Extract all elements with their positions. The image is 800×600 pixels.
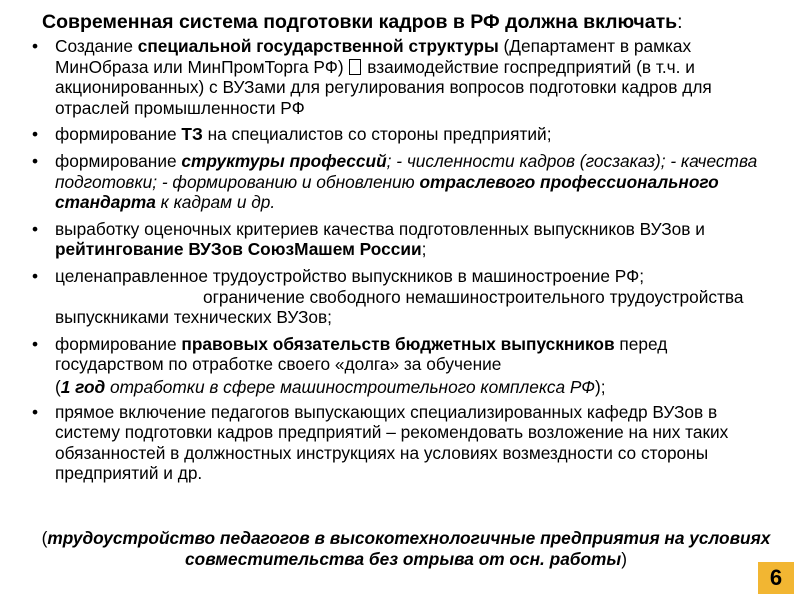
list-item bbox=[28, 151, 773, 213]
item-text: (Департамент в рамках МинОбраза или МинПромТорга РФ) bbox=[55, 36, 692, 77]
bullet-marker: • bbox=[31, 218, 39, 239]
bullet-marker: • bbox=[31, 150, 39, 171]
item-text-bold-italic: отраслевого профессионального стандарта bbox=[55, 171, 719, 213]
item-text: целенаправленное трудоустройство выпускников в машиностроение РФ; bbox=[55, 265, 645, 286]
list-item bbox=[28, 266, 773, 328]
item-text: прямое включение педагогов выпускающих специализированных кафедр ВУЗов в систему подготовки кадров предприятий – рекомендовать возложение на них таких обязанностей в должностных инструкциях на условиях возмездности со стороны предприятий и др. bbox=[55, 401, 729, 484]
item-text-bold: рейтингование ВУЗов СоюзМашем России bbox=[55, 239, 422, 260]
item-text-italic: ; - bbox=[386, 150, 407, 171]
page-number-badge: 6 bbox=[758, 562, 794, 594]
list-item bbox=[28, 124, 773, 145]
list-item bbox=[28, 219, 773, 260]
list-item bbox=[28, 402, 773, 484]
bullet-marker: • bbox=[31, 401, 39, 422]
item-text-italic: отработки в сфере машиностроительного комплекса РФ bbox=[105, 376, 595, 397]
item-text: выработку оценочных критериев качества подготовленных выпускников ВУЗов и bbox=[55, 218, 705, 239]
item-text: на специалистов со стороны предприятий; bbox=[202, 124, 552, 145]
item-text-bold-italic: 1 год bbox=[60, 376, 106, 397]
item-text: ); bbox=[595, 376, 606, 397]
item-text-bold: специальной государственной структуры bbox=[137, 36, 499, 56]
list-item-continuation bbox=[28, 377, 773, 398]
item-text: взаимодействие госпредприятий (в т.ч. и акционированных) с ВУЗами для регулирования вопросов подготовки кадров для отраслей промышленности РФ bbox=[55, 56, 712, 118]
item-text-italic: численности кадров (госзаказ); - качества подготовки; - формированию и обновлению bbox=[55, 150, 758, 192]
item-text: Создание bbox=[55, 36, 138, 56]
item-text: формирование bbox=[55, 124, 182, 145]
slide-title bbox=[42, 10, 683, 34]
list-item bbox=[28, 334, 773, 375]
bullet-marker: • bbox=[31, 124, 39, 145]
footnote-paren: ) bbox=[621, 549, 627, 569]
item-text: формирование bbox=[55, 150, 182, 171]
item-text-bold: правовых обязательств бюджетных выпускников bbox=[181, 333, 615, 354]
bullet-marker: • bbox=[31, 333, 39, 354]
item-text: ; bbox=[421, 239, 427, 260]
slide-title-colon: : bbox=[677, 11, 683, 33]
item-text: ( bbox=[55, 376, 61, 397]
item-text-bold: ТЗ bbox=[181, 124, 203, 145]
footnote bbox=[30, 528, 782, 570]
missing-glyph-icon bbox=[349, 59, 361, 75]
list-item bbox=[28, 36, 773, 118]
bullet-marker: • bbox=[31, 36, 39, 56]
item-text: перед государством по отработке своего «долга» за обучение bbox=[55, 333, 668, 375]
item-text-bold-italic: структуры профессий bbox=[181, 150, 387, 171]
bullet-list bbox=[28, 36, 773, 490]
footnote-paren: ( bbox=[41, 528, 48, 548]
footnote-text: трудоустройство педагогов в высокотехнологичные предприятия на условиях совместительства без отрыва от осн. работы bbox=[47, 528, 771, 569]
item-text-italic: к кадрам и др. bbox=[155, 192, 276, 213]
item-text: ограничение свободного немашиностроительного трудоустройства выпускниками технических ВУЗов; bbox=[55, 286, 744, 328]
item-text: формирование bbox=[55, 333, 182, 354]
bullet-marker: • bbox=[31, 265, 39, 286]
slide-title-text: Современная система подготовки кадров в РФ должна включать bbox=[42, 11, 678, 33]
